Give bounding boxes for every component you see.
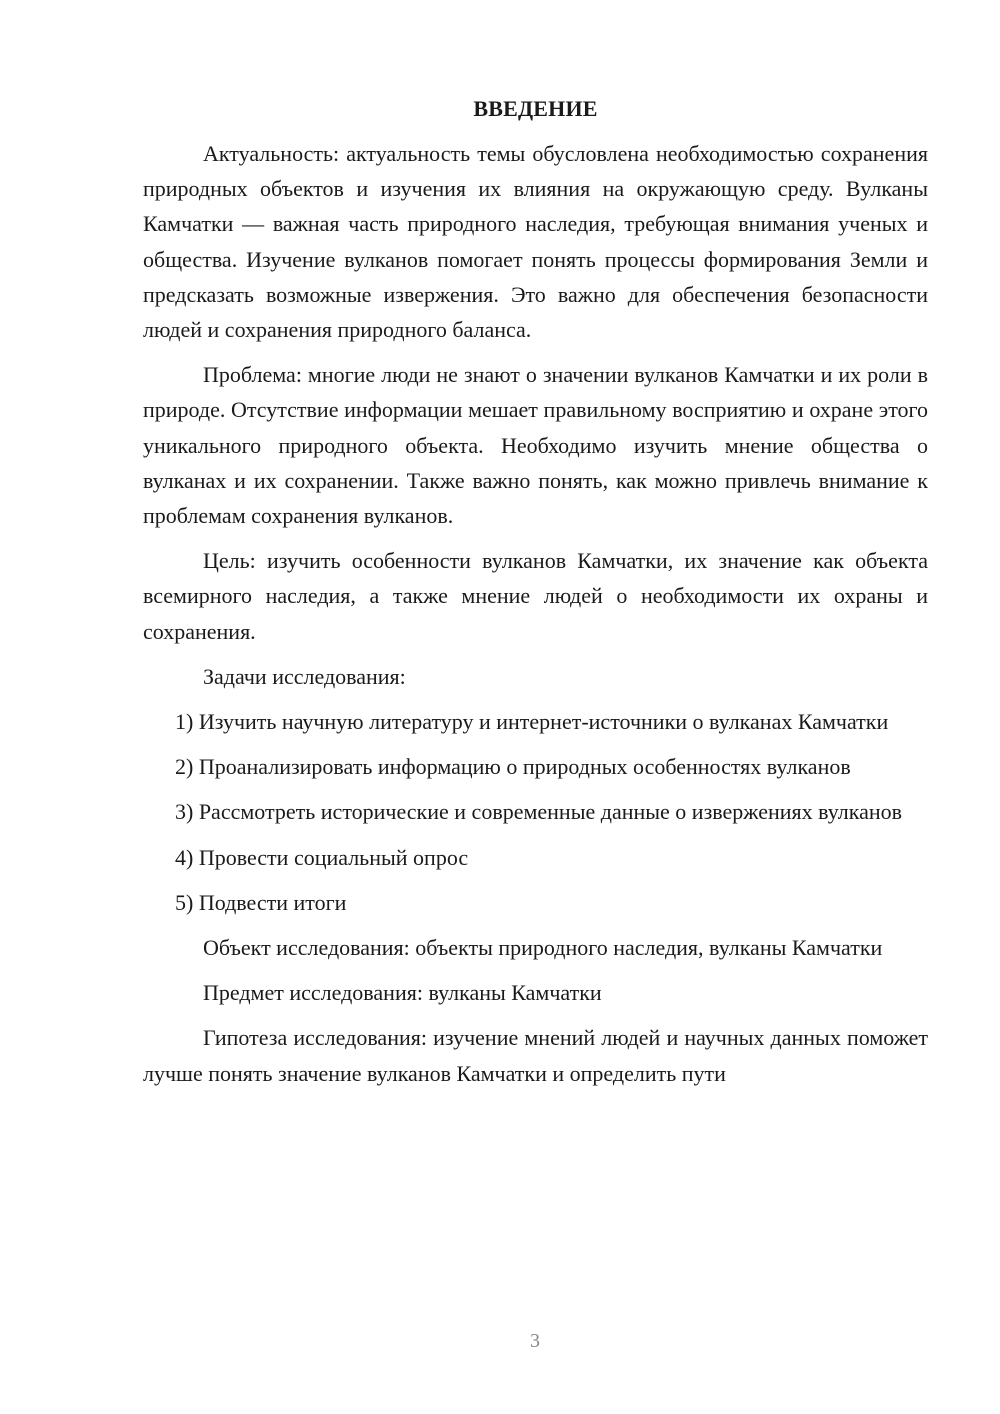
task-item-2: 2) Проанализировать информацию о природных особенностях вулканов [175,754,851,780]
page-number: 3 [530,1330,540,1352]
document-page [143,92,928,1091]
paragraph-subject: Предмет исследования: вулканы Камчатки [203,980,602,1006]
task-item-4: 4) Провести социальный опрос [175,844,469,870]
paragraph-hypothesis: Гипотеза исследования: изучение мнений людей и научных данных поможет лучше понять значение вулканов Камчатки и определить пути [143,1025,928,1086]
task-item-5: 5) Подвести итоги [175,889,347,915]
task-item-1: 1) Изучить научную литературу и интернет-источники о вулканах Камчатки [175,709,889,735]
paragraph-goal: Цель: изучить особенности вулканов Камчатки, их значение как объекта всемирного наследия, а также мнение людей о необходимости их охраны и сохранения. [143,548,928,644]
tasks-title: Задачи исследования: [203,663,406,689]
paragraph-relevance: Актуальность: актуальность темы обусловлена необходимостью сохранения природных объектов и изучения их влияния на окружающую среду. Вулканы Камчатки — важная часть природного наследия, требующая внимания ученых и общества. Изучение вулканов помогает понять процессы формирования Земли и предсказать возможные извержения. Это важно для обеспечения безопасности людей и сохранения природного баланса. [143,141,928,343]
task-item-3: 3) Рассмотреть исторические и современные данные о извержениях вулканов [175,799,903,825]
section-heading: ВВЕДЕНИЕ [473,96,598,121]
paragraph-problem: Проблема: многие люди не знают о значении вулканов Камчатки и их роли в природе. Отсутствие информации мешает правильному восприятию и охране этого уникального природного объекта. Необходимо изучить мнение общества о вулканах и их сохранении. Также важно понять, как можно привлечь внимание к проблемам сохранения вулканов. [143,362,928,529]
paragraph-object: Объект исследования: объекты природного наследия, вулканы Камчатки [203,935,883,961]
